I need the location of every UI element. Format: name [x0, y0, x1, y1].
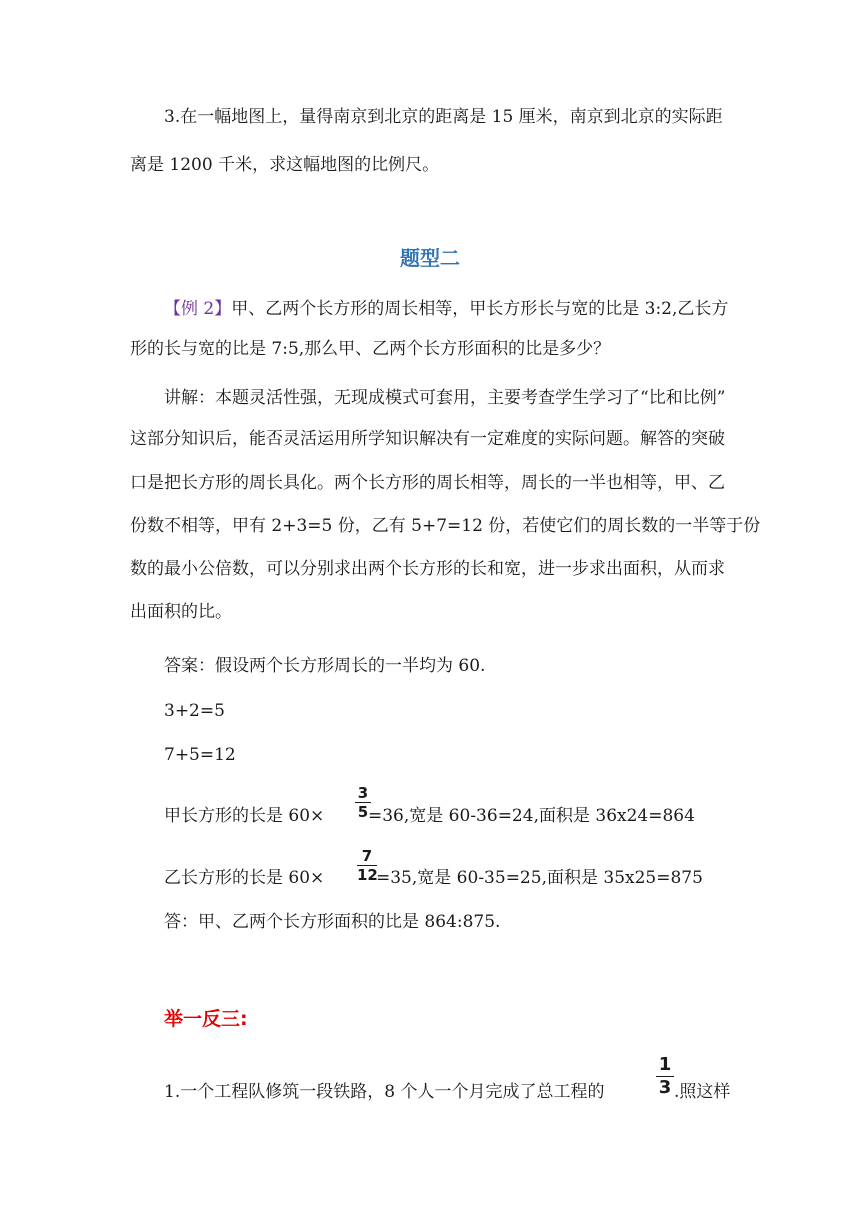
- question-3-line-1: 3.在一幅地图上，量得南京到北京的距离是 15 厘米，南京到北京的实际距: [164, 107, 723, 127]
- answer-equation-1: 3+2=5: [164, 701, 225, 721]
- yi-fraction: [357, 847, 377, 884]
- jia-prefix: 甲长方形的长是 60×: [164, 806, 325, 826]
- explanation-line-1: 讲解：本题灵活性强，无现成模式可套用，主要考查学生学习了“比和比例”: [164, 388, 726, 408]
- yi-prefix: 乙长方形的长是 60×: [164, 868, 325, 888]
- jia-result: =36,宽是 60-36=24,面积是 36x24=864: [368, 806, 695, 826]
- yi-fraction-numerator: 7: [361, 847, 373, 865]
- explanation-line-5: 数的最小公倍数，可以分别求出两个长方形的长和宽，进一步求出面积，从而求: [130, 559, 725, 579]
- practice-title: 举一反三:: [164, 1008, 248, 1030]
- answer-intro: 答案：假设两个长方形周长的一半均为 60.: [164, 656, 486, 676]
- explanation-line-2: 这部分知识后，能否灵活运用所学知识解决有一定难度的实际问题。解答的突破: [130, 429, 725, 449]
- jia-fraction-denominator: 5: [357, 803, 369, 821]
- explanation-line-3: 口是把长方形的周长具化。两个长方形的周长相等，周长的一半也相等，甲、乙: [130, 473, 725, 493]
- example-tag: 【例 2】: [164, 299, 232, 319]
- example-text: 甲、乙两个长方形的周长相等，甲长方形长与宽的比是 3:2,乙长方: [231, 299, 729, 319]
- example-line-2: 形的长与宽的比是 7:5,那么甲、乙两个长方形面积的比是多少？: [130, 339, 611, 359]
- practice-fraction-numerator: 1: [658, 1054, 672, 1075]
- practice-fraction-denominator: 3: [658, 1077, 672, 1098]
- jia-fraction-numerator: 3: [357, 784, 369, 802]
- practice-fraction: [656, 1054, 674, 1099]
- yi-result: =35,宽是 60-35=25,面积是 35x25=875: [376, 868, 703, 888]
- explanation-line-6: 出面积的比。: [130, 602, 232, 622]
- answer-equation-2: 7+5=12: [164, 745, 236, 765]
- section-title: 题型二: [400, 246, 460, 270]
- question-3-line-2: 离是 1200 千米，求这幅地图的比例尺。: [130, 155, 440, 175]
- answer-final: 答：甲、乙两个长方形面积的比是 864:875.: [164, 912, 501, 932]
- practice-question-1: 1.一个工程队修筑一段铁路，8 个人一个月完成了总工程的: [164, 1082, 605, 1102]
- explanation-line-4: 份数不相等，甲有 2+3=5 份，乙有 5+7=12 份，若使它们的周长数的一半等于份: [130, 516, 761, 536]
- practice-question-1-tail: .照这样: [674, 1082, 731, 1102]
- yi-fraction-denominator: 12: [357, 866, 378, 884]
- example-line-1: [164, 297, 764, 321]
